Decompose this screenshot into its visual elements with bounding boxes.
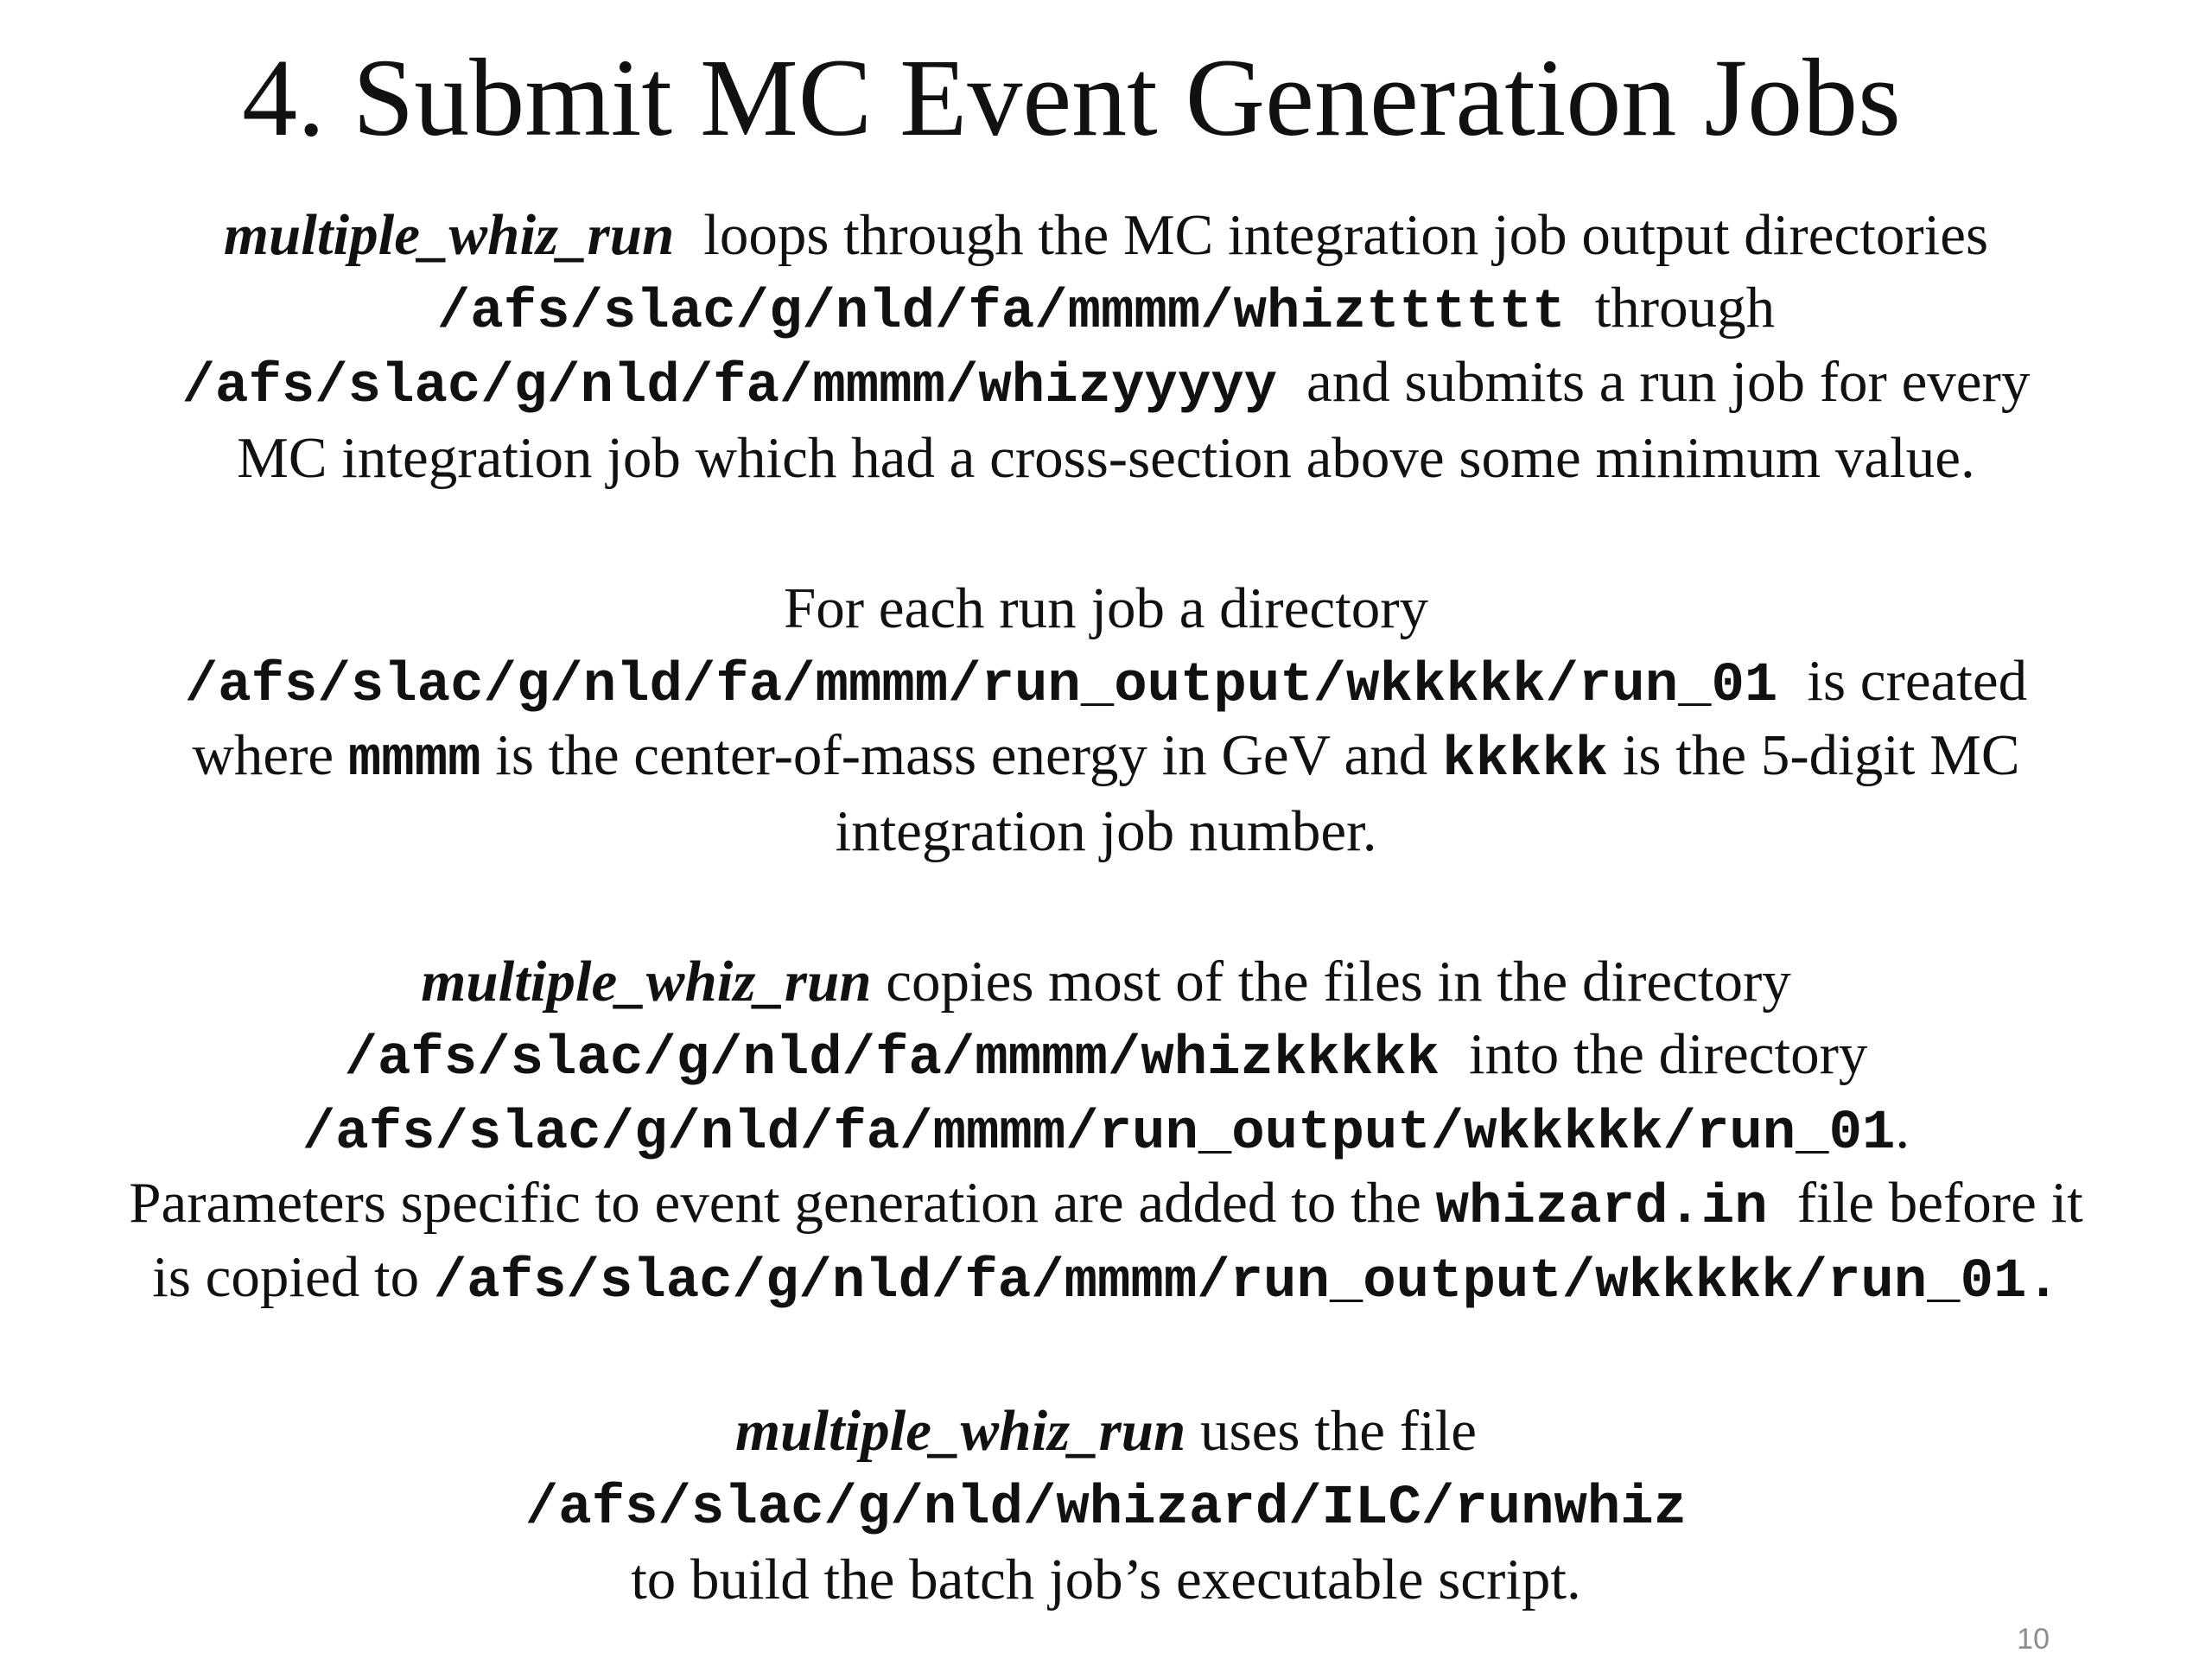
text: file before it	[1796, 1171, 2083, 1235]
para3-line2	[0, 1016, 2212, 1097]
para2-line2	[0, 643, 2212, 724]
para2-line3	[0, 717, 2212, 798]
para3-line1	[0, 944, 2212, 1020]
path-run-output: /afs/slac/g/nld/fa/mmmm/run_output/wkkkkk/run_01	[302, 1103, 1896, 1165]
text: uses the file	[1200, 1399, 1478, 1463]
para2-line4	[0, 793, 2212, 869]
text: MC integration job which had a cross-section above some minimum value.	[237, 426, 1975, 490]
para1-line4	[0, 420, 2212, 496]
text: is the 5-digit MC	[1622, 723, 2020, 787]
text: copies most of the files in the directory	[886, 950, 1791, 1014]
para1-line2	[0, 270, 2212, 351]
para4-line1	[0, 1393, 2212, 1469]
para1-line3	[0, 344, 2212, 425]
para3-line5	[0, 1239, 2212, 1320]
text: is created	[1807, 649, 2028, 713]
text: through	[1594, 276, 1776, 340]
path-run-output: /afs/slac/g/nld/fa/mmmm/run_output/wkkkkk/run_01.	[433, 1251, 2060, 1313]
kkkkk-term: kkkkk	[1442, 729, 1609, 791]
text: to build the batch job’s executable script.	[631, 1548, 1581, 1611]
slide-title: 4. Submit MC Event Generation Jobs	[242, 36, 1901, 159]
text: and submits a run job for every	[1306, 350, 2031, 414]
slide-number: 10	[2017, 1623, 2050, 1656]
text: integration job number.	[835, 799, 1377, 863]
path-runwhiz: /afs/slac/g/nld/whizard/ILC/runwhiz	[524, 1478, 1688, 1540]
command-name: multiple_whiz_run	[223, 203, 675, 267]
path-whizkkkkk: /afs/slac/g/nld/fa/mmmm/whizkkkkk	[344, 1028, 1440, 1090]
para3-line4	[0, 1165, 2212, 1246]
path-run-output: /afs/slac/g/nld/fa/mmmm/run_output/wkkkkk/run_01	[184, 655, 1778, 717]
para4-line2	[0, 1465, 2212, 1547]
text: For each run job a directory	[783, 576, 1429, 640]
text: is copied to	[152, 1245, 420, 1309]
period: .	[1895, 1096, 1910, 1160]
para2-line1	[0, 570, 2212, 646]
whizard-in-file: whizard.in	[1435, 1177, 1768, 1239]
para3-line3	[0, 1090, 2212, 1172]
para1-line1	[0, 197, 2212, 273]
text: loops through the MC integration job output directories	[703, 203, 1989, 267]
text: Parameters specific to event generation are added to the	[129, 1171, 1421, 1235]
path-whiztttttt: /afs/slac/g/nld/fa/mmmm/whiztttttt	[436, 282, 1566, 344]
text: into the directory	[1468, 1022, 1868, 1086]
command-name: multiple_whiz_run	[421, 950, 872, 1014]
path-whizyyyyy: /afs/slac/g/nld/fa/mmmm/whizyyyyy	[181, 356, 1278, 418]
para4-line3	[0, 1541, 2212, 1618]
text: is the center-of-mass energy in GeV and	[495, 723, 1428, 787]
mmmm-term: mmmm	[347, 729, 481, 791]
command-name: multiple_whiz_run	[734, 1399, 1186, 1463]
text: where	[192, 723, 334, 787]
